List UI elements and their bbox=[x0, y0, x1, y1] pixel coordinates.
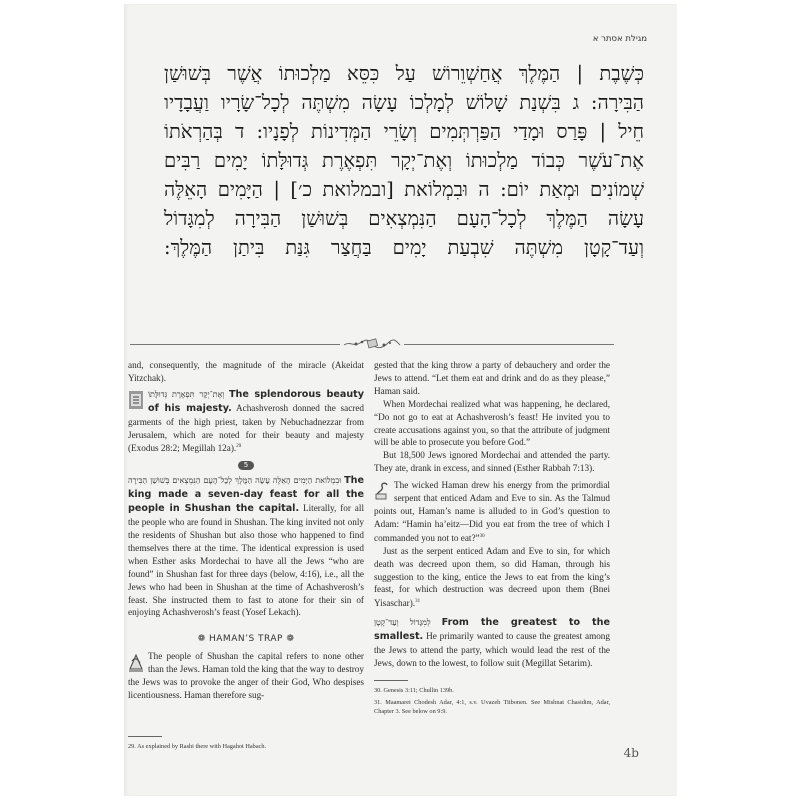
paragraph-body: Achashverosh donned the sacred garments of the high priest, taken by Nebuchadnezzar from Jerusalem, which are noted for their beauty and majesty (Exodus 28:2; Megillah 12a). bbox=[128, 402, 365, 454]
running-head: מגילת אסתר א bbox=[592, 34, 647, 44]
footnote-ref: 30 bbox=[479, 533, 485, 539]
paragraph-body: He primarily wanted to cause the greatest among the Jews to attend the party, which would lead the rest of the Jews, down to the lowest, to follow suit (Megillat Setarim). bbox=[374, 631, 610, 669]
divider-rule-left bbox=[130, 344, 340, 345]
footnote-ref: 29 bbox=[236, 444, 242, 450]
footnote: 31. Maamarei Chodesh Adar, 4:1, s.v. Uvazeh Titbonen. See Mishnat Chasidim, Adar, Chapter 3. See below on 9:9. bbox=[374, 698, 610, 715]
hebrew-line: עָשָׂה הַמֶּלֶךְ לְכָל־הָעָם הַנִּמְצְאִים בְּשׁוּשַׁן הַבִּירָה לְמִגָּדוֹל bbox=[164, 207, 644, 230]
serpent-icon bbox=[374, 480, 390, 502]
hebrew-verse-block bbox=[164, 59, 644, 262]
paragraph bbox=[128, 474, 364, 619]
flourish-icon: ❁ bbox=[282, 634, 295, 645]
paragraph-body: The wicked Haman drew his energy from the primordial serpent that enticed Adam and Eve to sin. As the Talmud points out, Haman’s name is alluded to in God’s question to Adam: “Hamin ha’eitz—Did you eat from the tree of which I commanded you not to eat?” bbox=[374, 480, 610, 543]
hebrew-lemma: לְמִגָּדוֹל וְעַד־קָטָן bbox=[374, 618, 431, 628]
ornament-divider bbox=[130, 337, 614, 351]
paragraph-body: Just as the serpent enticed Adam and Eve to sin, for which death was decreed upon them, so did Haman, through his suggestion to the king, entice the Jews to eat from the king’s feast, for which destruction was decreed upon them (Bnei Yisaschar). bbox=[374, 545, 610, 609]
paragraph bbox=[374, 479, 610, 545]
hebrew-line: וְעַד־קָטָן מִשְׁתֶּה שִׁבְעַת יָמִים בַּחֲצַר גִּנַּת בִּיתַן הַמֶּלֶךְ: bbox=[164, 236, 644, 259]
hebrew-lemma: וּבִמְלוֹאת הַיָּמִים הָאֵלֶּה עָשָׂה הַמֶּלֶךְ לְכָל־הָעָם הַנִּמְצְאִים בְּשׁוּשַׁן הַבִּירָה bbox=[128, 476, 342, 486]
lemma-heading: The king made a seven-day feast for all the people in Shushan the capital. bbox=[128, 475, 364, 515]
paragraph-body: The people of Shushan the capital refers to none other than the Jews. Haman told the king that the way to destroy the Jews was to provoke the anger of their God, Who despises licentiousness. Haman therefore sug- bbox=[128, 651, 364, 700]
hebrew-line: הַבִּירָה: ג בִּשְׁנַת שָׁלוֹשׁ לְמָלְכוֹ עָשָׂה מִשְׁתֶּה לְכָל־שָׂרָיו וַעֲבָדָיו bbox=[164, 91, 644, 114]
footnote: 30. Genesis 3:11; Chullin 139b. bbox=[374, 686, 454, 694]
footnote: 29. As explained by Rashi there with Hagahot Habach. bbox=[128, 743, 267, 750]
hebrew-line: שְׁמוֹנִים וּמְאַת יוֹם: ה וּבִמְלוֹאת [ובמלואת כ׳] | הַיָּמִים הָאֵלֶּה bbox=[164, 178, 644, 201]
lemma-heading: The splendorous beauty of his majesty. bbox=[148, 388, 364, 414]
paragraph bbox=[374, 616, 610, 670]
midrash-icon bbox=[128, 651, 144, 673]
book-page bbox=[124, 4, 677, 796]
footnote-rule bbox=[374, 680, 408, 681]
hebrew-line: כְּשֶׁבֶת | הַמֶּלֶךְ אֲחַשְׁוֵרוֹשׁ עַל כִּסֵּא מַלְכוּתוֹ אֲשֶׁר בְּשׁוּשַׁן bbox=[164, 62, 644, 85]
paragraph bbox=[374, 545, 610, 611]
paragraph-body: Literally, for all the people who are found in Shushan. The king invited not only the residents of Shushan but also those who happened to find themselves there at the time. The identical expression is used when Esther asks Mordechai to have all the Jews “who are found” in Shushan fast for three days (below, 4:16), i.e., all the Jews who had been in Shushan at the time of Achashverosh’s feast. She instructed them to fast to atone for their sin of enjoying Achashverosh’s feast (Yosef Lekach). bbox=[128, 503, 364, 618]
footnote-ref: 31 bbox=[415, 599, 421, 605]
commentary-left-column bbox=[128, 359, 364, 705]
flourish-icon: ❁ bbox=[197, 634, 209, 645]
paragraph: gested that the king throw a party of debauchery and order the Jews to attend. “Let them eat and drink and do as they please,” Haman said. bbox=[374, 360, 610, 396]
footnote-rule bbox=[128, 736, 162, 737]
verse-number-badge: 5 bbox=[238, 461, 254, 470]
footnotes-left bbox=[128, 726, 364, 754]
section-title bbox=[128, 633, 364, 646]
paragraph: When Mordechai realized what was happening, he declared, “Do not go to eat at Achashverosh’s feast! He invited you to create accusations against you, so that the attribute of judgment will be able to prosecute you before God.” bbox=[374, 398, 610, 448]
hebrew-lemma: וְאֶת־יְקָר תִּפְאֶרֶת גְּדוּלָּתוֹ bbox=[148, 389, 225, 399]
scroll-icon bbox=[128, 389, 144, 411]
hebrew-line: חֵיל | פָּרַס וּמָדַי הַפַּרְתְּמִים וְשָׂרֵי הַמְּדִינוֹת לְפָנָיו: ד בְּהַרְאֹתוֹ bbox=[164, 120, 644, 143]
paragraph bbox=[128, 388, 364, 456]
hebrew-line: אֶת־עֹשֶׁר כְּבוֹד מַלְכוּתוֹ וְאֶת־יְקָר תִּפְאֶרֶת גְּדוּלָּתוֹ יָמִים רַבִּים bbox=[164, 149, 644, 172]
paragraph: But 18,500 Jews ignored Mordechai and attended the party. They ate, drank in excess, and sinned (Esther Rabbah 7:13). bbox=[374, 450, 610, 474]
page-number: 4b bbox=[623, 746, 639, 760]
paragraph: and, consequently, the magnitude of the miracle (Akeidat Yitzchak). bbox=[128, 360, 364, 383]
paragraph bbox=[128, 650, 364, 702]
divider-rule-right bbox=[404, 344, 614, 345]
commentary-right-column bbox=[374, 359, 610, 719]
ornament-icon bbox=[342, 337, 402, 351]
section-title-text: HAMAN’S TRAP bbox=[209, 634, 283, 645]
lemma-heading: From the greatest to the smallest. bbox=[374, 617, 610, 643]
